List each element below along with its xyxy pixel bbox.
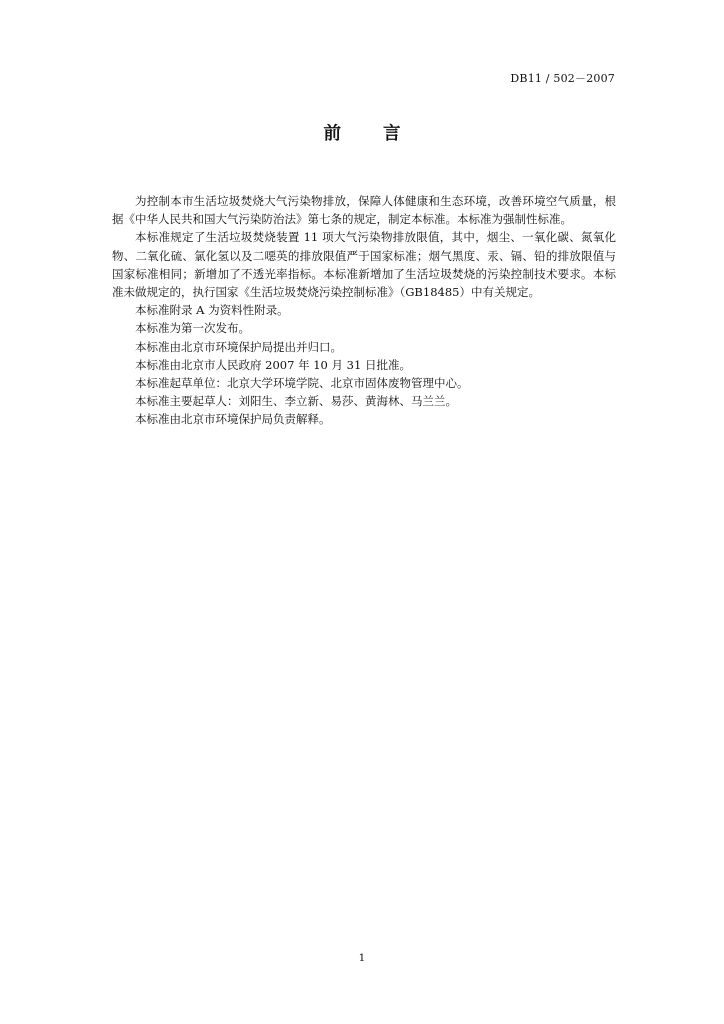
document-code: DB11 / 502－2007	[510, 72, 615, 85]
paragraph-drafters: 本标准主要起草人：刘阳生、李立新、易莎、黄海林、马兰兰。	[135, 394, 457, 409]
page-title: 前 言	[323, 124, 419, 144]
paragraph-first-release: 本标准为第一次发布。	[135, 321, 250, 336]
paragraph-drafting-units: 本标准起草单位：北京大学环境学院、北京市固体废物管理中心。	[135, 376, 469, 391]
paragraph-scope: 本标准规定了生活垃圾焚烧装置 11 项大气污染物排放限值，其中，烟尘、一氧化碳、氮氧化物、二氧化硫、氯化氢以及二噁英的排放限值严于国家标准；烟气黑度、汞、镉、铅的排放限值与国家标准相同；新增加了不透光率指标。本标准新增加了生活垃圾焚烧的污染控制技术要求。本标准未做规定的，执行国家《生活垃圾焚烧污染控制标准》（GB18485）中有关规定。	[112, 230, 616, 300]
foreword-body	[112, 192, 616, 429]
paragraph-approval: 本标准由北京市人民政府 2007 年 10 月 31 日批准。	[135, 357, 411, 372]
paragraph-appendix: 本标准附录 A 为资料性附录。	[135, 303, 289, 318]
paragraph-interpretation: 本标准由北京市环境保护局负责解释。	[135, 412, 331, 427]
page-number: 1	[358, 952, 366, 964]
paragraph-proposer: 本标准由北京市环境保护局提出并归口。	[135, 339, 342, 354]
paragraph-purpose: 为控制本市生活垃圾焚烧大气污染物排放，保障人体健康和生态环境，改善环境空气质量，根据《中华人民共和国大气污染防治法》第七条的规定，制定本标准。本标准为强制性标准。	[112, 194, 616, 227]
